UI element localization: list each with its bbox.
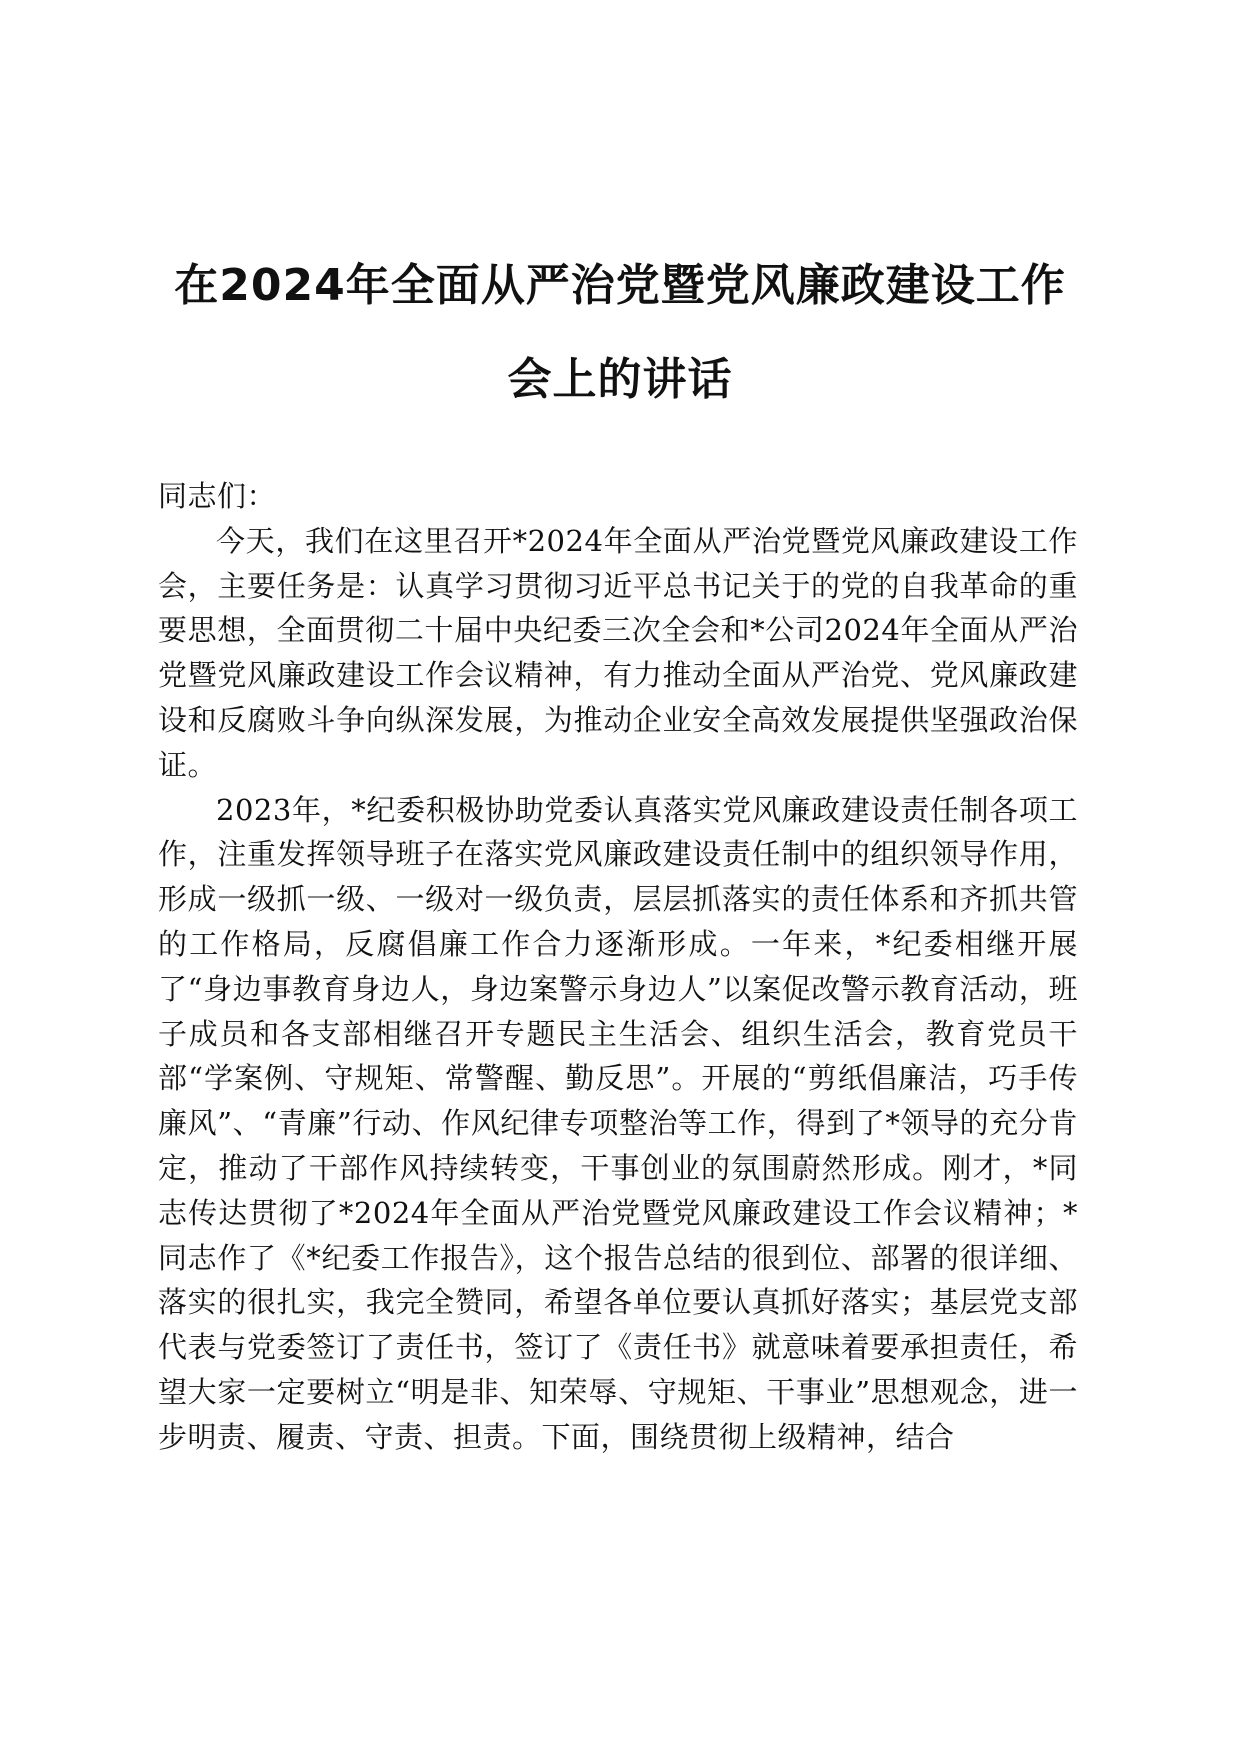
document-title-line-1: 在2024年全面从严治党暨党风廉政建设工作 (174, 260, 1066, 311)
document-body (158, 474, 1078, 1460)
paragraph-review-2023: 2023年，*纪委积极协助党委认真落实党风廉政建设责任制各项工作，注重发挥领导班子在落实党风廉政建设责任制中的组织领导作用，形成一级抓一级、一级对一级负责，层层抓落实的责任体系和齐抓共管的工作格局，反腐倡廉工作合力逐渐形成。一年来，*纪委相继开展了“身边事教育身边人，身边案警示身边人”以案促改警示教育活动，班子成员和各支部相继召开专题民主生活会、组织生活会，教育党员干部“学案例、守规矩、常警醒、勤反思”。开展的“剪纸倡廉洁，巧手传廉风”、“青廉”行动、作风纪律专项整治等工作，得到了*领导的充分肯定，推动了干部作风持续转变，干事创业的氛围蔚然形成。刚才，*同志传达贯彻了*2024年全面从严治党暨党风廉政建设工作会议精神；*同志作了《*纪委工作报告》，这个报告总结的很到位、部署的很详细、落实的很扎实，我完全赞同，希望各单位要认真抓好落实；基层党支部代表与党委签订了责任书，签订了《责任书》就意味着要承担责任，希望大家一定要树立“明是非、知荣辱、守规矩、干事业”思想观念，进一步明责、履责、守责、担责。下面，围绕贯彻上级精神，结合 (158, 792, 1078, 1454)
document-title-line-2: 会上的讲话 (507, 354, 733, 405)
salutation: 同志们： (158, 479, 277, 513)
paragraph-intro: 今天，我们在这里召开*2024年全面从严治党暨党风廉政建设工作会，主要任务是：认真学习贯彻习近平总书记关于的党的自我革命的重要思想，全面贯彻二十届中央纪委三次全会和*公司2024年全面从严治党暨党风廉政建设工作会议精神，有力推动全面从严治党、党风廉政建设和反腐败斗争向纵深发展，为推动企业安全高效发展提供坚强政治保证。 (158, 523, 1078, 782)
